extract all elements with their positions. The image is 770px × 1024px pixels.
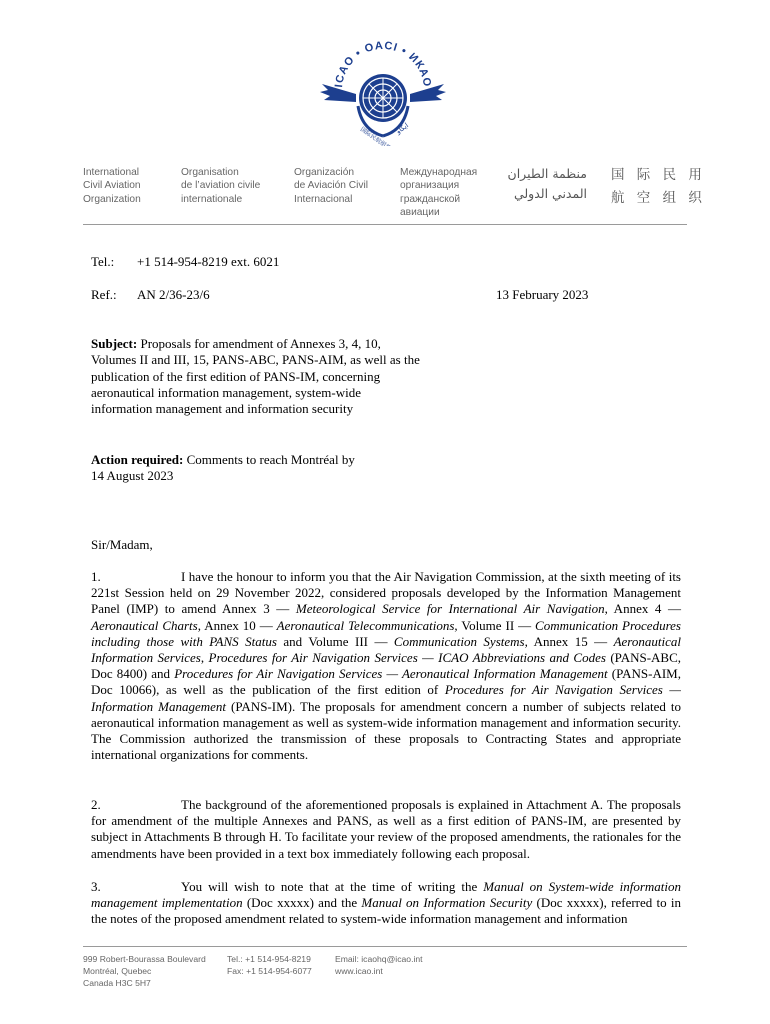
letter-date: 13 February 2023	[496, 287, 589, 302]
paragraph-number: 2.	[91, 797, 101, 812]
footer-rule	[83, 946, 687, 947]
footer-email: Email: icaohq@icao.int	[335, 954, 423, 964]
paragraph-number: 1.	[91, 569, 101, 584]
org-name-english: International Civil Aviation Organization	[83, 167, 141, 205]
tel-label: Tel.:	[91, 254, 115, 269]
header-rule	[83, 224, 687, 225]
paragraph-1: 1. I have the honour to inform you that the Air Navigation Commission, at the sixth meeting of its 221st Session held on 29 November 2022, considered proposals developed by the Information Management Panel (IMP) to amend Annex 3 — Meteorological Service for International Air Navigation, Annex 4 — Aeronautical Charts, Annex 10 — Aeronautical Telecommunications, Volume II — Communication Procedures including those with PANS Status and Volume III — Communication Systems, Annex 15 — Aeronautical Information Services, Procedures for Air Navigation Services — ICAO Abbreviations and Codes (PANS-ABC, Doc 8400) and Procedures for Air Navigation Services — Aeronautical Information Management (PANS-AIM, Doc 10066), as well as the publication of the first edition of Procedures for Air Navigation Services — Information Management (PANS-IM). The proposals for amendment concern a number of subjects related to aeronautical information management as well as system-wide information management and information security. The Commission authorized the transmission of these proposals to Contracting States and appropriate international organizations for comments.	[91, 569, 682, 763]
footer-website: www.icao.int	[335, 965, 383, 976]
ref-label: Ref.:	[91, 287, 117, 302]
action-text: Comments to reach Montréal by 14 August 2023	[91, 452, 355, 484]
action-block	[91, 452, 371, 485]
icao-emblem-icon	[318, 34, 448, 146]
svg-text:国际民航组织: 国际民航组织	[358, 125, 393, 146]
salutation: Sir/Madam,	[91, 537, 153, 552]
tel-value: +1 514-954-8219 ext. 6021	[137, 254, 280, 269]
org-name-chinese: 国 际 民 用 航 空 组 织	[611, 167, 706, 206]
tel-line	[91, 254, 279, 270]
footer-contact	[335, 954, 423, 978]
footer-phones: Tel.: +1 514-954-8219 Fax: +1 514-954-6077	[227, 954, 312, 976]
action-label: Action required:	[91, 452, 184, 467]
org-name-spanish: Organización de Aviación Civil Internacional	[294, 167, 368, 205]
subject-block	[91, 336, 421, 417]
paragraph-3: 3. You will wish to note that at the time of writing the Manual on System-wide information management implementation (Doc xxxxx) and the Manual on Information Security (Doc xxxxx), referred to in the notes of the proposed amendment related to system-wide information management and information	[91, 879, 682, 927]
ref-line	[91, 287, 210, 303]
paragraph-2: 2. The background of the aforementioned proposals is explained in Attachment A. The proposals for amendment of the multiple Annexes and PANS, as well as a first edition of PANS-IM, are presented by subject in Attachments B through H. To facilitate your review of the proposed amendments, the rationales for the amendments have been provided in a text box immediately following each proposal.	[91, 797, 681, 861]
org-name-french: Organisation de l’aviation civile internationale	[181, 167, 261, 205]
footer-address: 999 Robert-Bourassa Boulevard Montréal, Quebec Canada H3C 5H7	[83, 954, 206, 988]
subject-text: Proposals for amendment of Annexes 3, 4, 10, Volumes II and III, 15, PANS-ABC, PANS-AIM, as well as the publication of the first edition of PANS-IM, concerning aeronautical information management, system-wide information management and information security	[91, 336, 420, 417]
logo-arc-text: ICAO • OACI • ИКАО	[333, 39, 434, 89]
org-name-russian: Международная организация гражданской авиации	[400, 167, 478, 219]
ref-value: AN 2/36-23/6	[137, 287, 210, 302]
icao-logo	[318, 34, 448, 146]
org-name-arabic: منظمة الطيران المدني الدولي	[507, 166, 587, 201]
paragraph-number: 3.	[91, 879, 101, 894]
svg-text:ايكاو: ايكاو	[394, 121, 411, 136]
subject-label: Subject:	[91, 336, 138, 351]
